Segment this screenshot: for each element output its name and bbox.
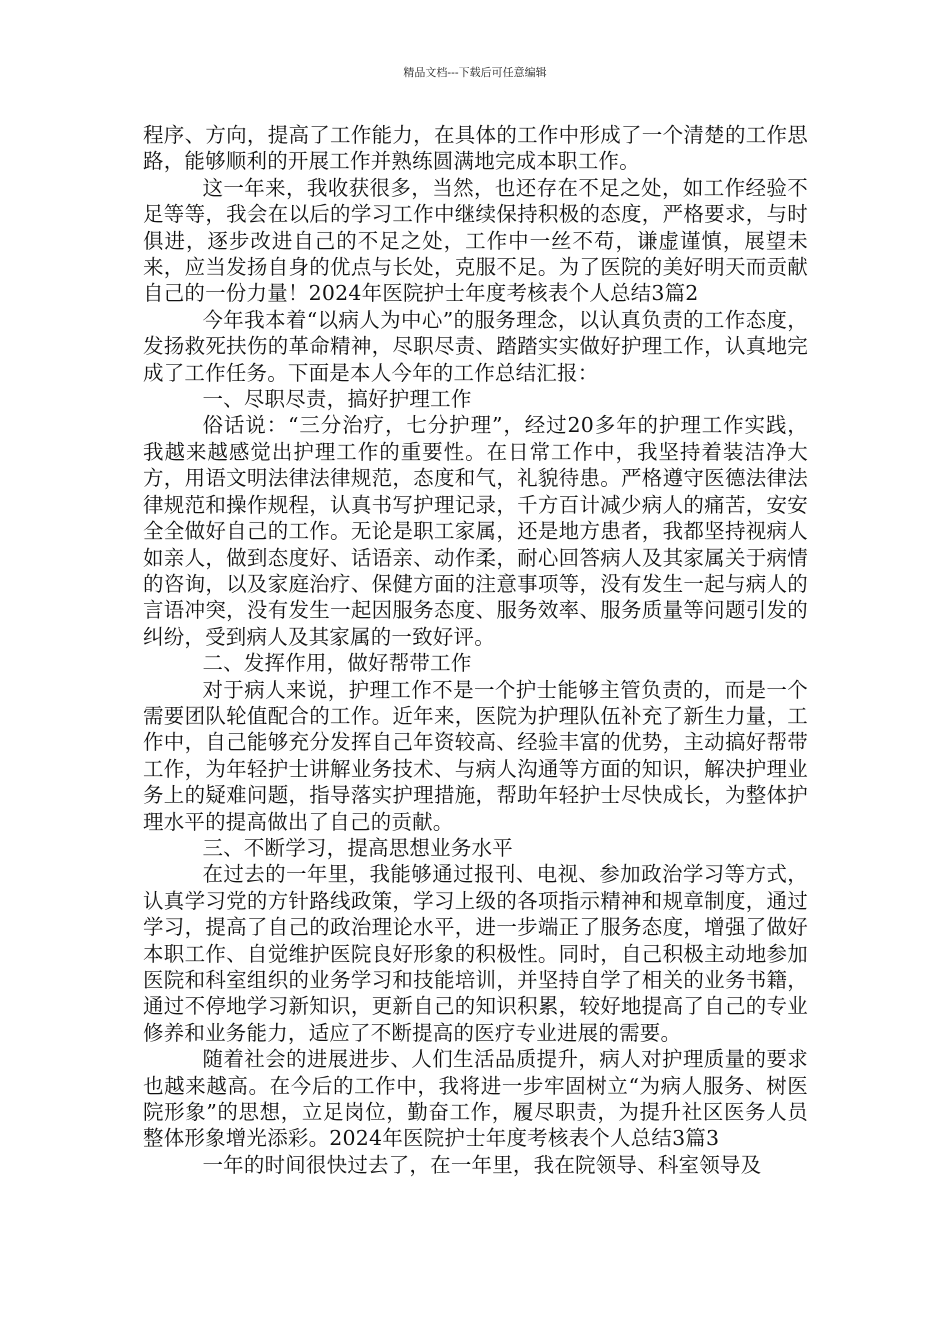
paragraph-7: 随着社会的进展进步、人们生活品质提升，病人对护理质量的要求也越来越高。在今后的工作中，我将进一步牢固树立“为病人服务、树医院形象”的思想，立足岗位，勤奋工作，履尽职责，为提升社区医务人员整体形象增光添彩。2024年医院护士年度考核表个人总结3篇3 xyxy=(143,1047,808,1151)
paragraph-5: 对于病人来说，护理工作不是一个护士能够主管负责的，而是一个需要团队轮值配合的工作。近年来，医院为护理队伍补充了新生力量，工作中，自己能够充分发挥自己年资较高、经验丰富的优势，主动搞好帮带工作，为年轻护士讲解业务技术、与病人沟通等方面的知识，解决护理业务上的疑难问题，指导落实护理措施，帮助年轻护士尽快成长，为整体护理水平的提高做出了自己的贡献。 xyxy=(143,677,808,834)
paragraph-1: 程序、方向，提高了工作能力，在具体的工作中形成了一个清楚的工作思路，能够顺利的开展工作并熟练圆满地完成本职工作。 xyxy=(143,123,808,174)
section-heading-2: 二、发挥作用，做好帮带工作 xyxy=(202,651,472,676)
paragraph-2: 这一年来，我收获很多，当然，也还存在不足之处，如工作经验不足等等，我会在以后的学习工作中继续保持积极的态度，严格要求，与时俱进，逐步改进自己的不足之处，工作中一丝不苟，谦虚谨慎，展望未来，应当发扬自身的优点与长处，克服不足。为了医院的美好明天而贡献自己的一份力量！2024年医院护士年度考核表个人总结3篇2 xyxy=(143,175,808,306)
paragraph-8: 一年的时间很快过去了，在一年里，我在院领导、科室领导及 xyxy=(202,1152,762,1177)
paragraph-3: 今年我本着“以病人为中心”的服务理念，以认真负责的工作态度，发扬救死扶伤的革命精神，尽职尽责、踏踏实实做好护理工作，认真地完成了工作任务。下面是本人今年的工作总结汇报： xyxy=(143,307,808,385)
section-heading-1: 一、尽职尽责，搞好护理工作 xyxy=(202,387,472,412)
page-header: 精品文档---下载后可任意编辑 xyxy=(403,66,547,79)
paragraph-6: 在过去的一年里，我能够通过报刊、电视、参加政治学习等方式，认真学习党的方针路线政策，学习上级的各项指示精神和规章制度，通过学习，提高了自己的政治理论水平，进一步端正了服务态度，增强了做好本职工作、自觉维护医院良好形象的积极性。同时，自己积极主动地参加医院和科室组织的业务学习和技能培训，并坚持自学了相关的业务书籍，通过不停地学习新知识，更新自己的知识积累，较好地提高了自己的专业修养和业务能力，适应了不断提高的医疗专业进展的需要。 xyxy=(143,862,808,1045)
paragraph-4: 俗话说：“三分治疗，七分护理”，经过20多年的护理工作实践，我越来越感觉出护理工作的重要性。在日常工作中，我坚持着装洁净大方，用语文明法律法律规范，态度和气，礼貌待患。严格遵守医德法律法律规范和操作规程，认真书写护理记录，千方百计减少病人的痛苦，安安全全做好自己的工作。无论是职工家属，还是地方患者，我都坚持视病人如亲人，做到态度好、话语亲、动作柔，耐心回答病人及其家属关于病情的咨询，以及家庭治疗、保健方面的注意事项等，没有发生一起与病人的言语冲突，没有发生一起因服务态度、服务效率、服务质量等问题引发的纠纷，受到病人及其家属的一致好评。 xyxy=(143,413,808,649)
section-heading-3: 三、不断学习，提高思想业务水平 xyxy=(202,835,513,860)
document-body xyxy=(143,122,808,1178)
